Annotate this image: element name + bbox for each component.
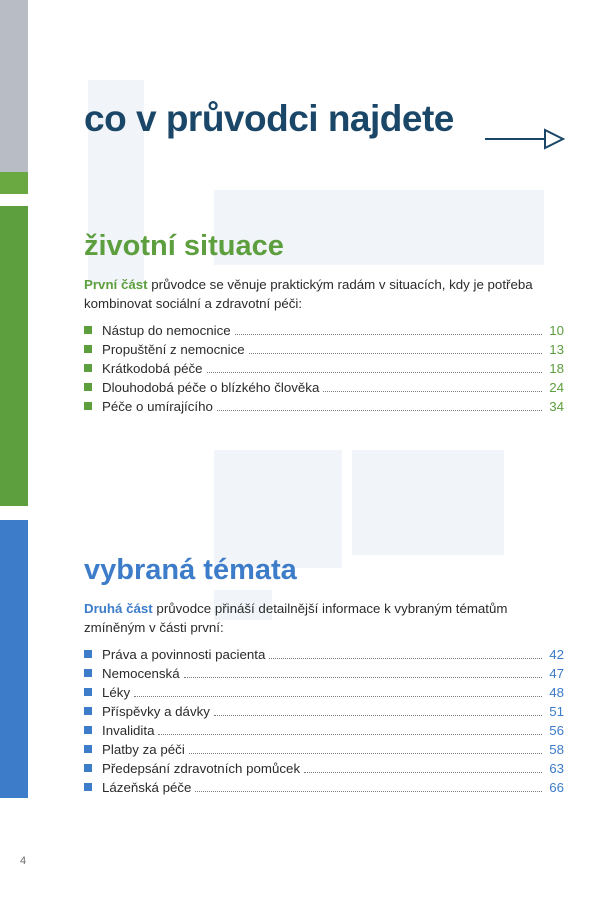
list-item[interactable]: [84, 360, 564, 379]
square-bullet-icon: [84, 364, 92, 372]
page-title: co v průvodci najdete: [84, 98, 454, 139]
toc-entry-page: 63: [549, 761, 564, 777]
scan-artifact-block: [214, 450, 342, 568]
list-item[interactable]: [84, 398, 564, 417]
toc-entry-label: Práva a povinnosti pacienta: [102, 647, 266, 663]
toc-entry-label: Péče o umírajícího: [102, 399, 213, 415]
toc-entry-page: 58: [549, 742, 564, 758]
section-intro-lead: Druhá část: [84, 601, 153, 616]
square-bullet-icon: [84, 764, 92, 772]
list-item[interactable]: [84, 322, 564, 341]
toc-entry-page: 10: [549, 323, 564, 339]
square-bullet-icon: [84, 707, 92, 715]
dot-leader: [214, 714, 542, 716]
list-item[interactable]: [84, 646, 564, 665]
list-item[interactable]: [84, 779, 564, 798]
section-intro: [84, 275, 554, 314]
toc-entry-label: Platby za péči: [102, 742, 185, 758]
stripe-segment-gap-1: [0, 194, 28, 206]
dot-leader: [189, 752, 542, 754]
section-intro-text: průvodce se věnuje praktickým radám v situacích, kdy je potřeba kombinovat sociální a zdravotní péči:: [84, 277, 533, 312]
dot-leader: [249, 352, 542, 354]
dot-leader: [134, 695, 542, 697]
square-bullet-icon: [84, 383, 92, 391]
toc-entry-label: Lázeňská péče: [102, 780, 192, 796]
stripe-segment-grey: [0, 0, 28, 172]
toc-entry-label: Invalidita: [102, 723, 155, 739]
section-zivotni-situace: [84, 232, 582, 417]
list-item[interactable]: [84, 741, 564, 760]
section-intro: [84, 599, 554, 638]
square-bullet-icon: [84, 326, 92, 334]
toc-entry-label: Nástup do nemocnice: [102, 323, 231, 339]
section-vybrana-temata: [84, 556, 582, 798]
list-item[interactable]: [84, 684, 564, 703]
dot-leader: [269, 657, 542, 659]
square-bullet-icon: [84, 783, 92, 791]
dot-leader: [235, 333, 542, 335]
stripe-segment-green-main: [0, 206, 28, 506]
list-item[interactable]: [84, 341, 564, 360]
list-item[interactable]: [84, 760, 564, 779]
scan-artifact-block: [352, 450, 504, 555]
stripe-segment-green-top: [0, 172, 28, 194]
dot-leader: [323, 390, 542, 392]
toc-entry-page: 56: [549, 723, 564, 739]
toc-entry-label: Léky: [102, 685, 131, 701]
toc-entry-page: 48: [549, 685, 564, 701]
list-item[interactable]: [84, 665, 564, 684]
section-intro-lead: První část: [84, 277, 148, 292]
toc-entry-page: 18: [549, 361, 564, 377]
stripe-segment-gap-2: [0, 506, 28, 520]
dot-leader: [207, 371, 542, 373]
left-color-stripe: [0, 0, 28, 916]
dot-leader: [158, 733, 542, 735]
dot-leader: [304, 771, 542, 773]
dot-leader: [217, 409, 542, 411]
square-bullet-icon: [84, 726, 92, 734]
toc-entry-page: 13: [549, 342, 564, 358]
square-bullet-icon: [84, 745, 92, 753]
page-number: 4: [20, 855, 27, 867]
square-bullet-icon: [84, 669, 92, 677]
dot-leader: [195, 790, 542, 792]
toc-list-one: [84, 322, 564, 417]
toc-entry-label: Propuštění z nemocnice: [102, 342, 245, 358]
toc-entry-label: Předepsání zdravotních pomůcek: [102, 761, 301, 777]
toc-entry-page: 51: [549, 704, 564, 720]
square-bullet-icon: [84, 345, 92, 353]
stripe-segment-blue: [0, 520, 28, 798]
dot-leader: [184, 676, 542, 678]
toc-entry-label: Příspěvky a dávky: [102, 704, 210, 720]
toc-entry-page: 24: [549, 380, 564, 396]
list-item[interactable]: [84, 722, 564, 741]
section-intro-text: průvodce přináší detailnější informace k vybraným tématům zmíněným v části první:: [84, 601, 508, 636]
toc-entry-label: Krátkodobá péče: [102, 361, 203, 377]
toc-entry-page: 47: [549, 666, 564, 682]
square-bullet-icon: [84, 688, 92, 696]
square-bullet-icon: [84, 402, 92, 410]
right-arrow-icon: [485, 126, 565, 152]
square-bullet-icon: [84, 650, 92, 658]
list-item[interactable]: [84, 703, 564, 722]
section-heading: vybraná témata: [84, 554, 297, 586]
list-item[interactable]: [84, 379, 564, 398]
toc-entry-page: 66: [549, 780, 564, 796]
toc-list-two: [84, 646, 564, 798]
toc-entry-label: Dlouhodobá péče o blízkého člověka: [102, 380, 320, 396]
section-heading: životní situace: [84, 230, 284, 262]
toc-entry-page: 34: [549, 399, 564, 415]
toc-entry-label: Nemocenská: [102, 666, 180, 682]
toc-entry-page: 42: [549, 647, 564, 663]
